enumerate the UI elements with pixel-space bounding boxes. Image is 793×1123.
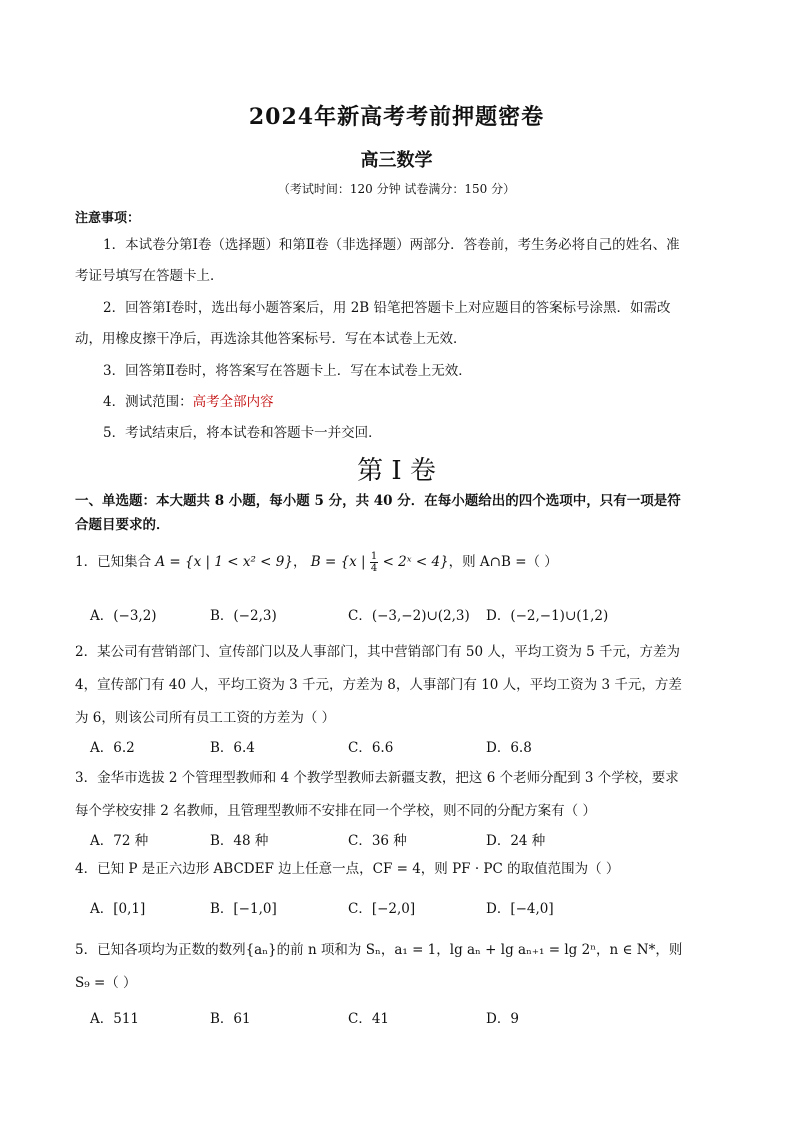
question-1-set-a: A = {x | 1 < x² < 9}	[155, 554, 293, 570]
question-2-option-d[interactable]: D．6.8	[486, 740, 532, 756]
question-3-options	[90, 829, 690, 853]
question-1-stem: 1．已知集合 A = {x | 1 < x² < 9}， B = {x | $\frac{1}{4}$ < 2ˣ < 4}，则 A∩B =（ ）	[75, 551, 558, 574]
question-3-option-a[interactable]: A．72 种	[90, 833, 149, 849]
question-2-option-a[interactable]: A．6.2	[90, 740, 135, 756]
question-2-option-c[interactable]: C．6.6	[348, 740, 394, 756]
question-1-set-b-left: B = {x |	[310, 554, 366, 570]
question-1-prefix: 1．已知集合	[75, 554, 152, 570]
question-1-option-b[interactable]: B．(−2,3)	[210, 608, 277, 624]
fraction-denominator: 4	[370, 563, 378, 574]
question-2-option-b[interactable]: B．6.4	[210, 740, 255, 756]
notice-item-3: 3．回答第Ⅱ卷时，将答案写在答题卡上．写在本试卷上无效．	[103, 363, 472, 379]
question-1-option-c[interactable]: C．(−3,−2)∪(2,3)	[348, 608, 470, 624]
volume-title: 第 I 卷	[357, 456, 436, 486]
question-5-stem: 5．已知各项均为正数的数列{aₙ}的前 n 项和为 Sₙ，a₁ = 1，lg aₙ + lg aₙ₊₁ = lg 2ⁿ，n ∈ N*，则 S₉ =（ ）	[75, 942, 683, 991]
notice-item-2: 2．回答第Ⅰ卷时，选出每小题答案后，用 2B 铅笔把答题卡上对应题目的答案标号涂黑．如需改动，用橡皮擦干净后，再选涂其他答案标号．写在本试卷上无效．	[75, 300, 671, 347]
exam-info: （考试时间：120 分钟 试卷满分：150 分）	[277, 182, 516, 196]
notice-label: 注意事项：	[75, 211, 141, 226]
question-4-option-c[interactable]: C．[−2,0]	[348, 901, 416, 917]
question-1-suffix: ，则 A∩B =（ ）	[448, 554, 558, 570]
question-5-option-a[interactable]: A．511	[90, 1011, 140, 1027]
question-1-set-b-right: < 2ˣ < 4}	[382, 554, 449, 570]
question-1-fraction	[370, 551, 378, 574]
question-3-stem: 3．金华市选拔 2 个管理型教师和 4 个教学型教师去新疆支教，把这 6 个老师分配到 3 个学校，要求每个学校安排 2 名教师，且管理型教师不安排在同一个学校，则不同的分配方案有（ ）	[75, 770, 679, 819]
question-4-option-a[interactable]: A．[0,1]	[90, 901, 146, 917]
notice-scope-value: 高考全部内容	[192, 394, 274, 410]
question-3-option-c[interactable]: C．36 种	[348, 833, 407, 849]
exam-title: 2024年新高考考前押题密卷	[248, 104, 545, 130]
question-5-options	[90, 1007, 690, 1031]
question-4-stem: 4．已知 P 是正六边形 ABCDEF 边上任意一点，CF = 4，则 PF · PC 的取值范围为（ ）	[75, 861, 620, 877]
exam-subtitle: 高三数学	[360, 150, 433, 171]
question-4-option-d[interactable]: D．[−4,0]	[486, 901, 554, 917]
question-4-option-b[interactable]: B．[−1,0]	[210, 901, 277, 917]
notice-item-4-label: 4．测试范围：	[103, 394, 193, 410]
question-1-options	[90, 604, 690, 628]
fraction-numerator: 1	[370, 551, 378, 562]
notice-item-5: 5．考试结束后，将本试卷和答题卡一并交回．	[103, 425, 382, 441]
question-3-option-d[interactable]: D．24 种	[486, 833, 546, 849]
question-5-option-c[interactable]: C．41	[348, 1011, 390, 1027]
question-2-stem: 2．某公司有营销部门、宣传部门以及人事部门，其中营销部门有 50 人，平均工资为 5 千元，方差为 4，宣传部门有 40 人，平均工资为 3 千元，方差为 8，人事部门有 10 人，平均工资为 3 千元，方差为 6，则该公司所有员工工资的方差为（ ）	[75, 644, 682, 726]
notice-item-1: 1．本试卷分第Ⅰ卷（选择题）和第Ⅱ卷（非选择题）两部分．答卷前，考生务必将自己的姓名、准考证号填写在答题卡上．	[75, 237, 680, 284]
notice-item-4	[75, 387, 685, 418]
question-1-option-a[interactable]: A．(−3,2)	[90, 608, 157, 624]
question-1-option-d[interactable]: D．(−2,−1)∪(1,2)	[486, 608, 609, 624]
section-heading: 一、单选题：本大题共 8 小题，每小题 5 分，共 40 分．在每小题给出的四个选项中，只有一项是符合题目要求的．	[75, 493, 681, 533]
question-3-option-b[interactable]: B．48 种	[210, 833, 269, 849]
question-4-options	[90, 897, 690, 921]
question-2-options	[90, 736, 690, 760]
question-5-option-b[interactable]: B．61	[210, 1011, 251, 1027]
question-5-option-d[interactable]: D．9	[486, 1011, 519, 1027]
